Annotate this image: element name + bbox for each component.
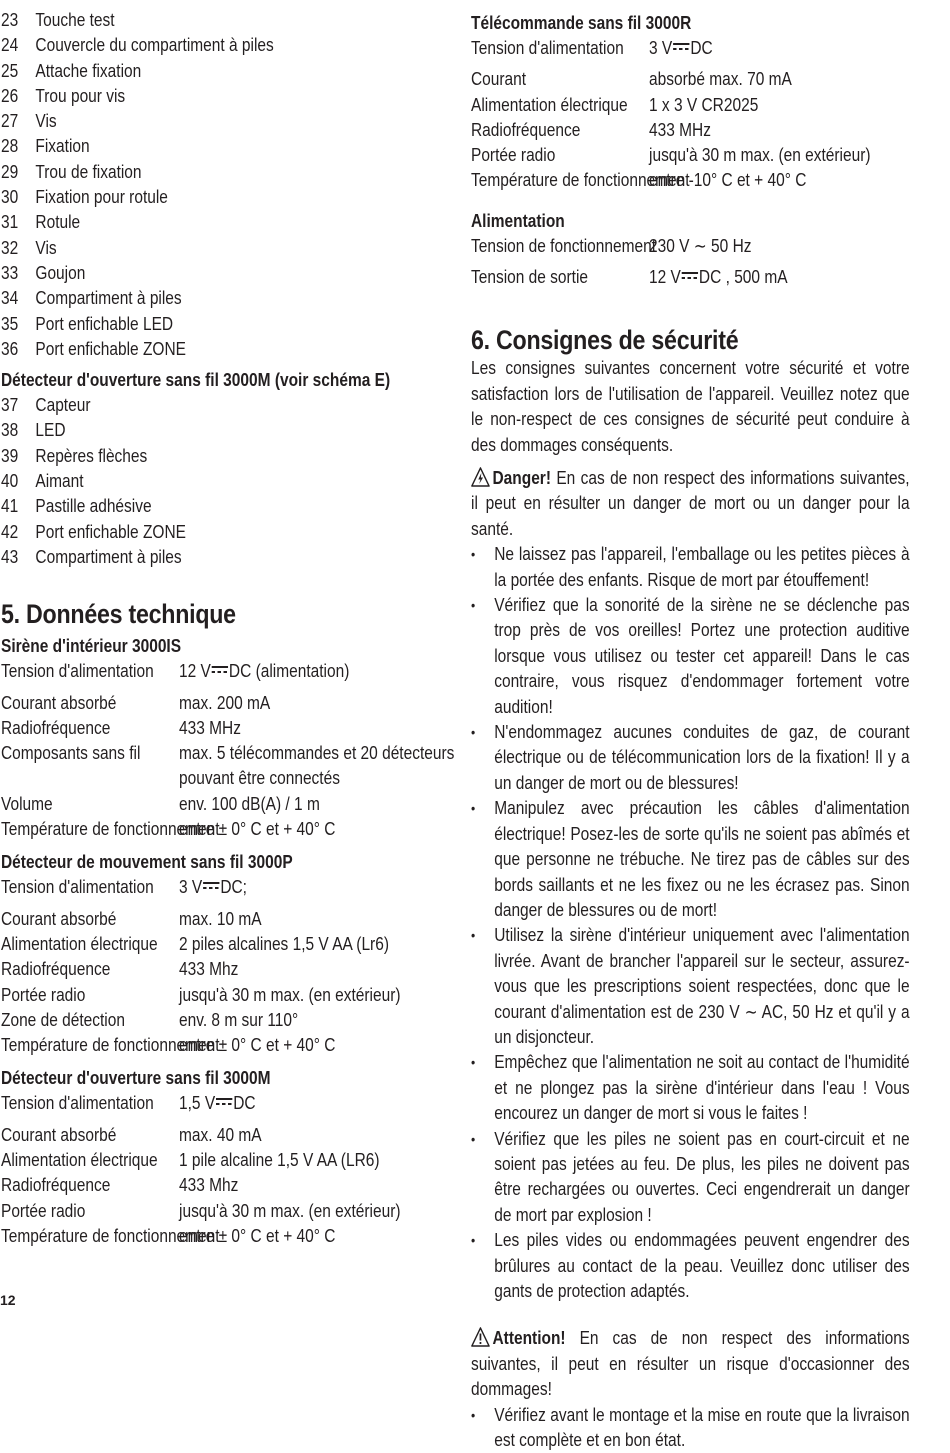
spec-label: Portée radio (1, 984, 86, 1005)
spec-value-text: entre ± 0° C et + 40° C (179, 1225, 336, 1246)
item-label: Rotule (35, 212, 81, 233)
item-number: 27 (1, 111, 19, 132)
bullet-item (471, 720, 910, 796)
list-item (1, 494, 384, 519)
spec-value (179, 792, 384, 817)
spec-value-text: entre ± 0° C et + 40° C (179, 1035, 336, 1056)
list-item (1, 84, 384, 109)
spec-label: Température de fonctionnement (471, 170, 690, 191)
bullet-text: Vérifiez que la sonorité de la sirène ne se déclenche pas trop près de vos oreilles! Portez une protection auditive lorsque vous utilisez ou tester cet appareil! Dans le cas contraire, vous risquez d'endommager fortement votre audition! (494, 595, 910, 717)
spec-row (1, 983, 401, 1008)
item-number: 40 (1, 471, 19, 492)
item-label: Aimant (35, 471, 84, 492)
spec-value (179, 691, 384, 716)
spec-label: Tension de fonctionnement (471, 235, 657, 256)
spec-label: Zone de détection (1, 1009, 125, 1030)
spec-value (649, 234, 849, 259)
spec-label: Radiofréquence (1, 1175, 111, 1196)
spec-row (471, 93, 849, 118)
item-label: Pastille adhésive (35, 496, 152, 517)
spec-value (179, 1123, 384, 1148)
bullet-icon: • (471, 1232, 476, 1249)
spec-row (1, 741, 455, 792)
bullet-text: Les piles vides ou endommagées peuvent engendrer des brûlures au contact de la peau. Veuillez donc utiliser des gants de protection adaptés. (494, 1230, 910, 1301)
item-number: 29 (1, 161, 19, 182)
spec-label: Température de fonctionnement (1, 819, 220, 840)
list-item (1, 393, 384, 418)
spec-value (179, 1199, 401, 1224)
spec-value-text: jusqu'à 30 m max. (en extérieur) (179, 984, 401, 1005)
spec-value (179, 957, 384, 982)
spec-value (179, 932, 389, 957)
siren-spec-heading: Sirène d'intérieur 3000IS (1, 636, 182, 657)
item-label: Goujon (35, 262, 86, 283)
item-number: 26 (1, 85, 19, 106)
spec-value-text: 1 x 3 V CR2025 (649, 94, 759, 115)
spec-value-voltage: 12 V (649, 267, 681, 288)
danger-bullet-list (471, 542, 910, 1304)
item-number: 31 (1, 212, 19, 233)
spec-value-text: env. 8 m sur 110° (179, 1009, 299, 1030)
spec-value-unit: DC (690, 38, 713, 58)
item-label: Repères flèches (35, 445, 148, 466)
item-label: Touche test (35, 10, 115, 30)
bullet-icon: • (471, 597, 476, 614)
bullet-icon: • (471, 724, 476, 741)
spec-row (1, 1123, 384, 1148)
spec-label: Volume (1, 793, 53, 814)
spec-row (1, 659, 384, 684)
spec-label: Portée radio (1, 1200, 86, 1221)
dc-current-symbol (212, 665, 228, 675)
bullet-text: Vérifiez avant le montage et la mise en route que la livraison est complète et en bon état. (494, 1404, 910, 1451)
spec-value-voltage: 12 V (179, 661, 211, 682)
siren-spec-table (1, 659, 455, 842)
item-number: 28 (1, 136, 19, 157)
spec-value (649, 143, 871, 168)
spec-value (649, 118, 849, 143)
spec-value (179, 1173, 384, 1198)
safety-intro: Les consignes suivantes concernent votre sécurité et votre satisfaction lors de l'utilisation de l'appareil. Veuillez notez que le non-respect de ces consignes de sécurité peut conduire à des dommages conséquents. (471, 358, 910, 455)
bullet-icon: • (471, 1406, 476, 1423)
list-item (1, 312, 384, 337)
spec-value-text: max. 10 mA (179, 908, 262, 929)
item-number: 43 (1, 546, 19, 567)
item-number: 38 (1, 420, 19, 441)
spec-row (471, 143, 871, 168)
item-number: 32 (1, 237, 19, 258)
spec-value-text: absorbé max. 70 mA (649, 69, 792, 90)
item-label: Port enfichable ZONE (35, 521, 186, 542)
bullet-text: Vérifiez que les piles ne soient pas en court-circuit et ne soient pas jetées au feu. De plus, les piles ne doivent pas être rechargées ou ouvertes. Ceci engendrerait un danger de mort par explosion ! (494, 1128, 910, 1225)
list-item (1, 185, 384, 210)
attention-text: En cas de non respect des informations suivantes, il peut en résulter un risque d'occasionner des dommages! (471, 1328, 910, 1400)
list-item (1, 59, 384, 84)
spec-row (1, 1091, 384, 1116)
item-label: Vis (35, 111, 57, 132)
spec-value (649, 168, 849, 193)
spec-value (649, 265, 849, 290)
spec-value (179, 1091, 384, 1116)
remote-spec-heading: Télécommande sans fil 3000R (471, 13, 692, 33)
spec-value-text: jusqu'à 30 m max. (en extérieur) (179, 1200, 401, 1221)
item-number: 30 (1, 187, 19, 208)
item-label: Fixation (35, 136, 90, 157)
spec-value-text: jusqu'à 30 m max. (en extérieur) (649, 145, 871, 166)
parts-list-a (1, 8, 446, 362)
remote-spec-table (471, 36, 911, 194)
spec-value (179, 1148, 384, 1173)
spec-value-text: env. 100 dB(A) / 1 m (179, 793, 320, 814)
dc-current-symbol (216, 1097, 232, 1107)
spec-value (179, 875, 384, 900)
dc-current-symbol (682, 271, 698, 281)
item-number: 34 (1, 288, 19, 309)
spec-label: Tension d'alimentation (471, 38, 624, 58)
item-label: Compartiment à piles (35, 546, 182, 567)
attention-block (471, 1326, 910, 1453)
power-spec-table (471, 234, 911, 291)
opening-detector-parts-heading: Détecteur d'ouverture sans fil 3000M (voir schéma E) (1, 370, 391, 391)
bullet-item (471, 1127, 910, 1229)
spec-row (1, 817, 384, 842)
exclamation-warning-icon (471, 1327, 490, 1347)
spec-value (649, 67, 849, 92)
spec-value-text: 2 piles alcalines 1,5 V AA (Lr6) (179, 933, 389, 954)
item-number: 25 (1, 60, 19, 81)
spec-label: Courant absorbé (1, 908, 117, 929)
spec-value (179, 1033, 384, 1058)
item-number: 24 (1, 35, 19, 56)
spec-value-text: max. 200 mA (179, 692, 271, 713)
spec-value-unit: DC (alimentation) (228, 661, 350, 682)
spec-value-text: 433 Mhz (179, 959, 239, 980)
spec-label: Composants sans fil (1, 743, 141, 764)
bullet-text: Empêchez que l'alimentation ne soit au contact de l'humidité et ne plongez pas la sirène d'intérieur dans l'eau ! Vous encourez un danger de mort si vous le faites ! (494, 1052, 910, 1124)
spec-value-voltage: 3 V (179, 877, 203, 898)
danger-text: En cas de non respect des informations suivantes, il peut en résulter un danger de mort ou un danger pour la santé. (471, 468, 910, 539)
spec-row (1, 907, 384, 932)
item-label: Couvercle du compartiment à piles (35, 35, 274, 56)
list-item (1, 109, 384, 134)
spec-value (649, 93, 849, 118)
spec-value-voltage: 3 V (649, 38, 673, 58)
list-item (1, 134, 384, 159)
opening-spec-heading: Détecteur d'ouverture sans fil 3000M (1, 1068, 271, 1089)
bullet-text: Ne laissez pas l'appareil, l'emballage ou les petites pièces à la portée des enfants. Risque de mort par étouffement! (494, 544, 910, 590)
spec-label: Courant (471, 69, 527, 90)
item-label: Trou de fixation (35, 161, 142, 182)
list-item (1, 418, 384, 443)
item-number: 42 (1, 521, 19, 542)
page-number: 12 (0, 1292, 16, 1308)
bullet-icon: • (471, 1130, 476, 1147)
bullet-icon: • (471, 1054, 476, 1071)
spec-value-text: 230 V ∼ 50 Hz (649, 235, 752, 256)
list-item (1, 444, 384, 469)
spec-row (1, 1173, 384, 1198)
spec-row (1, 932, 389, 957)
list-item (1, 520, 384, 545)
item-label: Vis (35, 237, 57, 258)
spec-label: Alimentation électrique (1, 1149, 158, 1170)
spec-value (179, 907, 384, 932)
item-label: LED (35, 420, 66, 441)
item-number: 39 (1, 445, 19, 466)
bullet-text: Utilisez la sirène d'intérieur uniquement avec l'alimentation livrée. Avant de brancher l'appareil sur le secteur, assurez-vous que les prescriptions soient respectées, donc que le courant d'alimentation est de 230 V ∼ AC, 50 Hz et qu'il y a un disjoncteur. (494, 925, 910, 1047)
spec-label: Alimentation électrique (471, 94, 628, 115)
bullet-icon: • (471, 927, 476, 944)
spec-value (179, 659, 384, 684)
spec-value (179, 983, 401, 1008)
spec-value-voltage: 1,5 V (179, 1093, 216, 1114)
item-label: Port enfichable LED (35, 313, 174, 334)
spec-label: Courant absorbé (1, 1124, 117, 1145)
power-spec-heading: Alimentation (471, 210, 565, 231)
spec-value-unit: DC; (220, 877, 247, 898)
spec-value-text: 1 pile alcaline 1,5 V AA (LR6) (179, 1149, 380, 1170)
spec-value (179, 1008, 384, 1033)
bullet-item (471, 923, 910, 1050)
spec-label: Température de fonctionnement (1, 1225, 220, 1246)
bullet-text: N'endommagez aucunes conduites de gaz, de courant électrique ou de télécommunication lors de la fixation! Il y a un danger de mort ou de blessures! (494, 722, 910, 793)
spec-row (471, 36, 849, 61)
bullet-item (471, 796, 910, 923)
spec-row (471, 265, 849, 290)
section-5-title: 5. Données technique (1, 599, 236, 630)
spec-value (179, 817, 384, 842)
parts-list-b (1, 393, 446, 570)
spec-value-unit: DC , 500 mA (698, 267, 788, 288)
item-number: 35 (1, 313, 19, 334)
list-item (1, 261, 384, 286)
item-number: 41 (1, 496, 19, 517)
item-label: Attache fixation (35, 60, 142, 81)
spec-value-text: 433 Mhz (179, 1175, 239, 1196)
list-item (1, 160, 384, 185)
danger-label: Danger! (492, 468, 551, 488)
item-label: Capteur (35, 395, 91, 416)
spec-value-text: max. 40 mA (179, 1124, 262, 1145)
bullet-item (471, 593, 910, 720)
list-item (1, 469, 384, 494)
spec-label: Température de fonctionnement (1, 1035, 220, 1056)
item-label: Trou pour vis (35, 85, 126, 106)
spec-label: Portée radio (471, 145, 556, 166)
left-column (1, 8, 455, 1249)
spec-row (1, 716, 384, 741)
bullet-item (471, 1228, 910, 1304)
spec-label: Radiofréquence (1, 717, 111, 738)
dc-current-symbol (203, 881, 219, 891)
spec-value (179, 741, 455, 792)
spec-row (1, 691, 384, 716)
spec-value (179, 1224, 384, 1249)
list-item (1, 286, 384, 311)
spec-label: Tension d'alimentation (1, 661, 154, 682)
attention-bullet-list (471, 1403, 910, 1453)
danger-block (471, 466, 910, 1304)
spec-label: Courant absorbé (1, 692, 117, 713)
high-voltage-warning-icon (471, 467, 490, 487)
bullet-item (471, 1050, 910, 1126)
spec-label: Radiofréquence (1, 959, 111, 980)
spec-value-text: 433 MHz (649, 119, 711, 140)
list-item (1, 33, 384, 58)
spec-label: Tension d'alimentation (1, 1093, 154, 1114)
list-item (1, 210, 384, 235)
item-number: 36 (1, 338, 19, 359)
spec-row (1, 875, 384, 900)
item-number: 33 (1, 262, 19, 283)
spec-row (471, 67, 849, 92)
item-label: Port enfichable ZONE (35, 338, 186, 359)
right-column (471, 8, 911, 1453)
bullet-item (471, 1403, 910, 1453)
spec-row (471, 168, 849, 193)
spec-label: Tension de sortie (471, 267, 589, 288)
spec-row (1, 1148, 384, 1173)
item-number: 37 (1, 395, 19, 416)
list-item (1, 236, 384, 261)
spec-value-text: entre ± 0° C et + 40° C (179, 819, 336, 840)
opening-spec-table (1, 1091, 446, 1249)
spec-label: Alimentation électrique (1, 933, 158, 954)
spec-row (1, 1033, 384, 1058)
spec-label: Tension d'alimentation (1, 877, 154, 898)
spec-label: Radiofréquence (471, 119, 581, 140)
spec-row (1, 1008, 384, 1033)
item-label: Compartiment à piles (35, 288, 182, 309)
bullet-icon: • (471, 546, 476, 563)
spec-value (179, 716, 384, 741)
motion-spec-heading: Détecteur de mouvement sans fil 3000P (1, 852, 293, 873)
spec-row (1, 792, 384, 817)
spec-row (1, 1199, 401, 1224)
spec-value-continuation: pouvant être connectés (179, 768, 340, 789)
spec-value-text: entre -10° C et + 40° C (649, 170, 807, 191)
spec-row (1, 1224, 384, 1249)
attention-warning (471, 1326, 910, 1402)
danger-warning (471, 466, 910, 542)
bullet-item (471, 542, 910, 593)
section-6-title: 6. Consignes de sécurité (471, 325, 739, 356)
list-item (1, 8, 384, 33)
list-item (1, 545, 384, 570)
attention-label: Attention! (492, 1328, 566, 1349)
spec-value (649, 36, 849, 61)
dc-current-symbol (673, 42, 689, 52)
spec-row (471, 234, 849, 259)
bullet-text: Manipulez avec précaution les câbles d'alimentation électrique! Posez-les de sorte qu'ils ne soient pas abîmés et que personne ne trébuche. Ne tirez pas de câbles sur des bords saillants et ne les fixez ou ne les écrasez pas. Sinon danger de blessures ou de mort! (494, 798, 910, 920)
list-item (1, 337, 384, 362)
spec-value-unit: DC (233, 1093, 256, 1114)
spec-row (471, 118, 849, 143)
spec-value-text: 433 MHz (179, 717, 241, 738)
bullet-icon: • (471, 800, 476, 817)
item-label: Fixation pour rotule (35, 187, 168, 208)
item-number: 23 (1, 10, 19, 30)
spec-row (1, 957, 384, 982)
motion-spec-table (1, 875, 446, 1058)
spec-value-text: max. 5 télécommandes et 20 détecteurs (179, 743, 455, 764)
